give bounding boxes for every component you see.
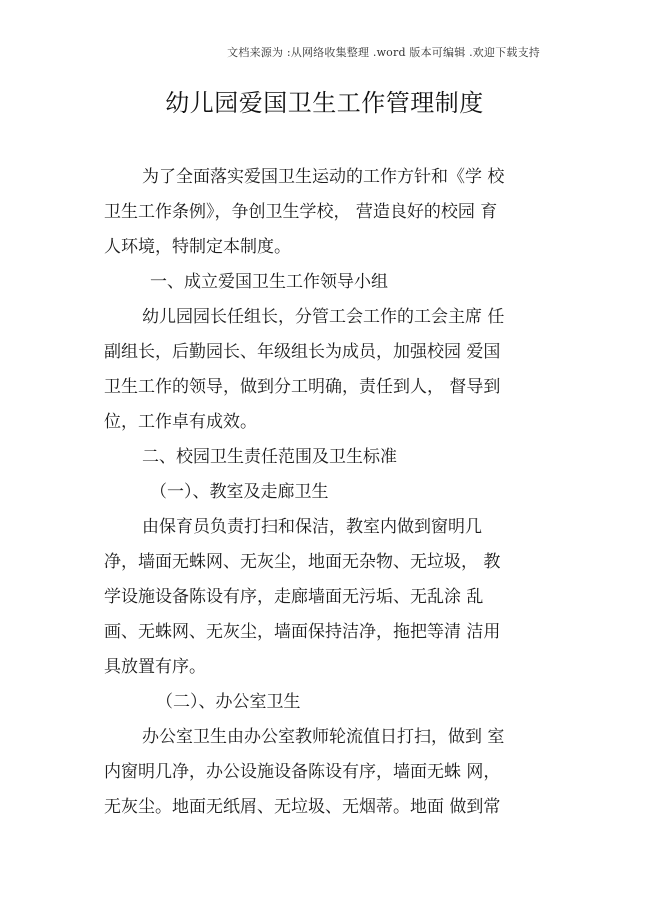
source-note: 文档来源为 :从网络收集整理 .word 版本可编辑 .欢迎下载支持 [227, 46, 540, 59]
paragraph-line: 幼儿园园长任组长，分管工会工作的工会主席 任 [142, 307, 505, 327]
paragraph-line: 具放置有序。 [104, 657, 206, 677]
paragraph-line: 内窗明几净，办公设施设备陈设有序，墙面无蛛 网， [104, 762, 501, 782]
paragraph-line: 副组长，后勤园长、年级组长为成员，加强校园 爱国 [104, 342, 501, 362]
paragraph-line: 为了全面落实爱国卫生运动的工作方针和《学 校 [142, 167, 505, 187]
paragraph-line: 净，墙面无蛛网、无灰尘，地面无杂物、无垃圾， 教 [104, 552, 501, 572]
paragraph-line: 由保育员负责打扫和保洁，教室内做到窗明几 [142, 517, 482, 537]
paragraph-line: 画、无蛛网、无灰尘，墙面保持洁净，拖把等清 洁用 [104, 622, 501, 642]
document-title: 幼儿园爱国卫生工作管理制度 [165, 89, 484, 117]
subsection-heading: （二）、办公室卫生 [156, 692, 301, 712]
paragraph-line: 卫生工作的领导，做到分工明确，责任到人， 督导到 [104, 377, 501, 397]
paragraph-line: 无灰尘。地面无纸屑、无垃圾、无烟蒂。地面 做到常 [104, 797, 501, 817]
paragraph-line: 卫生工作条例》，争创卫生学校， 营造良好的校园 育 [104, 202, 498, 222]
paragraph-line: 办公室卫生由办公室教师轮流值日打扫，做到 室 [142, 727, 505, 747]
paragraph-line: 位，工作卓有成效。 [104, 412, 257, 432]
section-heading: 一、成立爱国卫生工作领导小组 [150, 272, 388, 292]
paragraph-line: 学设施设备陈设有序，走廊墙面无污垢、无乱涂 乱 [104, 587, 484, 607]
document-body [104, 160, 534, 825]
subsection-heading: （一）、教室及走廊卫生 [150, 482, 329, 502]
paragraph-line: 人环境，特制定本制度。 [104, 237, 291, 257]
section-heading: 二、校园卫生责任范围及卫生标准 [142, 447, 397, 467]
